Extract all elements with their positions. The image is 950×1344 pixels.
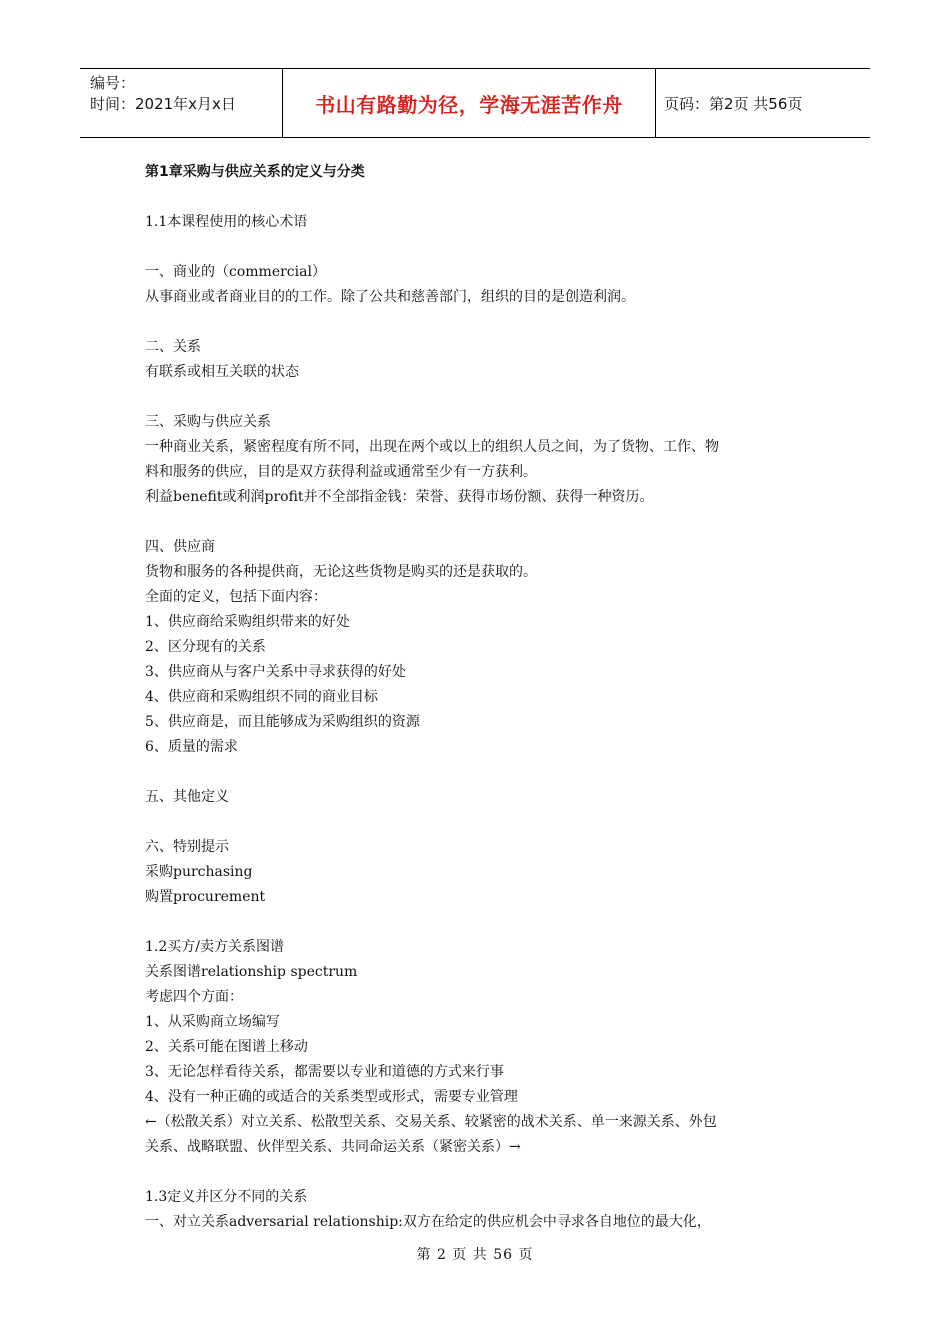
text-line: 六、特别提示	[145, 839, 229, 855]
header-meta	[80, 69, 282, 137]
text-line: 利益benefit或利润profit并不全部指金钱：荣誉、获得市场份额、获得一种资历。	[145, 489, 654, 505]
blank-line	[145, 385, 815, 410]
text-line: 关系图谱relationship spectrum	[145, 964, 358, 980]
text-line: 三、采购与供应关系	[145, 414, 271, 430]
text-line: 1、供应商给采购组织带来的好处	[145, 614, 350, 630]
text-line: 料和服务的供应，目的是双方获得利益或通常至少有一方获利。	[145, 464, 537, 480]
document-body	[145, 160, 815, 1235]
text-line: 关系、战略联盟、伙伴型关系、共同命运关系（紧密关系）→	[145, 1139, 521, 1155]
blank-line	[145, 510, 815, 535]
text-line: 全面的定义，包括下面内容：	[145, 589, 327, 605]
text-line: 5、供应商是，而且能够成为采购组织的资源	[145, 714, 420, 730]
text-line: 五、其他定义	[145, 789, 229, 805]
text-line: 1.3定义并区分不同的关系	[145, 1189, 308, 1205]
blank-line	[145, 810, 815, 835]
blank-line	[145, 310, 815, 335]
text-line: 一、对立关系adversarial relationship:双方在给定的供应机会中寻求各自地位的最大化，	[145, 1214, 711, 1230]
text-line: 一、商业的（commercial）	[145, 264, 326, 280]
blank-line	[145, 185, 815, 210]
text-line: 1.2买方/卖方关系图谱	[145, 939, 284, 955]
text-line: 有联系或相互关联的状态	[145, 364, 299, 380]
text-line: 购置procurement	[145, 889, 266, 905]
text-line: 1、从采购商立场编写	[145, 1014, 280, 1030]
header-page-info: 页码：第2页 共56页	[664, 94, 803, 113]
blank-line	[145, 235, 815, 260]
text-line: 采购purchasing	[145, 864, 253, 880]
document-date-label: 时间：2021年x月x日	[90, 95, 236, 113]
text-line: 一种商业关系，紧密程度有所不同，出现在两个或以上的组织人员之间，为了货物、工作、物	[145, 439, 719, 455]
text-line: 四、供应商	[145, 539, 215, 555]
blank-line	[145, 1160, 815, 1185]
text-line: 考虑四个方面：	[145, 989, 243, 1005]
text-line: 二、关系	[145, 339, 201, 355]
text-line: 3、供应商从与客户关系中寻求获得的好处	[145, 664, 406, 680]
blank-line	[145, 760, 815, 785]
text-line: 1.1本课程使用的核心术语	[145, 214, 308, 230]
blank-line	[145, 910, 815, 935]
text-line: 2、关系可能在图谱上移动	[145, 1039, 308, 1055]
chapter-title: 第1章采购与供应关系的定义与分类	[145, 164, 365, 180]
text-line: 货物和服务的各种提供商，无论这些货物是购买的还是获取的。	[145, 564, 537, 580]
document-header	[80, 68, 870, 138]
text-line: 3、无论怎样看待关系，都需要以专业和道德的方式来行事	[145, 1064, 504, 1080]
text-line: 2、区分现有的关系	[145, 639, 266, 655]
text-line: 4、供应商和采购组织不同的商业目标	[145, 689, 378, 705]
text-line: 4、没有一种正确的或适合的关系类型或形式，需要专业管理	[145, 1089, 518, 1105]
document-number-label: 编号：	[90, 74, 136, 92]
header-motto: 书山有路勤为径，学海无涯苦作舟	[282, 69, 656, 137]
page-footer: 第 2 页 共 56 页	[416, 1247, 534, 1263]
text-line: 6、质量的需求	[145, 739, 238, 755]
text-line: ←（松散关系）对立关系、松散型关系、交易关系、较紧密的战术关系、单一来源关系、外包	[145, 1114, 717, 1130]
text-line: 从事商业或者商业目的的工作。除了公共和慈善部门，组织的目的是创造利润。	[145, 289, 635, 305]
